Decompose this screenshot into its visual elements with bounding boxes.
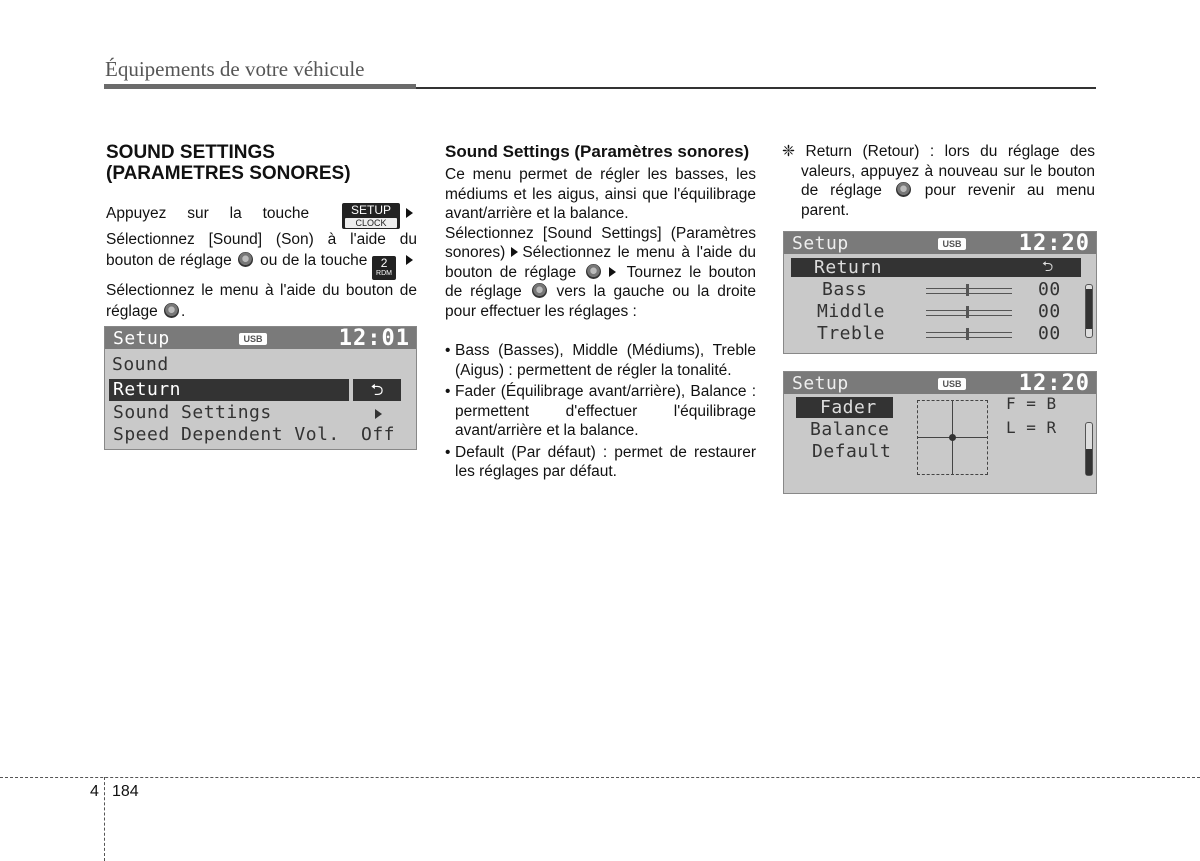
menu-item-fader: Fader	[820, 397, 877, 418]
usb-icon: USB	[239, 333, 267, 345]
menu-item-treble: Treble	[817, 323, 886, 344]
arrow-right-icon	[406, 255, 413, 265]
settings-list	[445, 341, 756, 482]
list-item: • Bass (Basses), Middle (Médiums), Treble (Aigus) : permettent de régler la tonalité.	[445, 342, 756, 379]
footer-rule	[0, 777, 1200, 778]
chapter-number: 4	[90, 783, 99, 800]
middle-slider	[926, 310, 1012, 316]
clock-key-label: CLOCK	[345, 218, 397, 228]
text-segment: Sélectionnez [Sound] (Son) à l'aide du bouton de réglage	[106, 231, 417, 269]
tune-knob-icon	[532, 283, 547, 298]
screen-header	[784, 372, 1096, 394]
return-arrow-icon: ⮌	[1042, 259, 1054, 275]
screen-title: Setup	[792, 233, 849, 254]
tune-knob-icon	[586, 264, 601, 279]
return-arrow-icon: ⮌	[353, 379, 401, 401]
setup-key-label: SETUP	[350, 203, 391, 217]
key-2-rdm-icon	[372, 256, 396, 280]
fader-value: F = B	[1006, 394, 1057, 413]
instructions-paragraph	[106, 203, 417, 322]
column-3	[782, 142, 1095, 220]
menu-item-return: Return	[113, 379, 182, 400]
return-note	[782, 142, 1095, 220]
fader-balance-grid	[917, 400, 988, 475]
bass-slider	[926, 288, 1012, 294]
text-segment: Return (Retour) : lors du réglage des valeurs, appuyez à nouveau sur le bouton de réglage	[801, 143, 1095, 199]
usb-icon: USB	[938, 378, 966, 390]
middle-value: 00	[1038, 301, 1061, 322]
menu-item-return: Return	[814, 257, 883, 278]
display-screen-tone	[783, 231, 1097, 354]
page-number: 184	[112, 783, 139, 800]
balance-value: L = R	[1006, 418, 1057, 437]
rdm-key-label: RDM	[376, 270, 392, 277]
header-rule-thick	[104, 84, 416, 89]
text-segment: .	[181, 303, 186, 320]
slider-thumb	[966, 306, 969, 318]
position-marker	[949, 434, 956, 441]
screen-title: Setup	[113, 328, 170, 349]
header-title: Équipements de votre véhicule	[105, 57, 365, 81]
display-screen-fader-balance	[783, 371, 1097, 494]
submenu-arrow-icon	[375, 409, 382, 419]
treble-slider	[926, 332, 1012, 338]
menu-item-balance: Balance	[810, 419, 890, 440]
text-segment: Appuyez sur la touche	[106, 205, 310, 222]
screen-scrollbar	[1085, 284, 1093, 338]
list-item-text: Bass (Basses), Middle (Médiums), Treble (Aigus) : permettent de régler la tonalité.	[455, 342, 756, 379]
screen-title: Setup	[792, 373, 849, 394]
text-segment: Sélectionnez [Sound Settings] (Paramètres sonores)	[445, 224, 756, 261]
arrow-right-icon	[609, 267, 616, 277]
slider-thumb	[966, 284, 969, 296]
text-segment: pour revenir au menu parent.	[801, 182, 1095, 219]
menu-item-middle: Middle	[817, 301, 886, 322]
header-rule-thin	[416, 87, 1096, 89]
display-screen-sound	[104, 326, 417, 450]
section-heading: SOUND SETTINGS (PARAMETRES SONORES)	[106, 142, 351, 184]
screen-header	[784, 232, 1096, 254]
screen-clock: 12:01	[338, 326, 410, 351]
list-item-text: Fader (Équilibrage avant/arrière), Balance : permettent d'effectuer l'équilibrage avant/arrière et la balance.	[455, 383, 756, 439]
slider-thumb	[966, 328, 969, 340]
usb-icon: USB	[938, 238, 966, 250]
speed-dependent-vol-value: Off	[361, 424, 396, 445]
setup-clock-key-icon	[342, 203, 400, 229]
screen-scrollbar	[1085, 422, 1093, 476]
screen-clock: 12:20	[1018, 371, 1090, 396]
list-item: • Fader (Équilibrage avant/arrière), Balance : permettent d'effectuer l'équilibrage avant/arrière et la balance.	[445, 383, 756, 439]
arrow-right-icon	[406, 208, 413, 218]
menu-item-default: Default	[812, 441, 892, 462]
arrow-right-icon	[511, 247, 518, 257]
column-2	[445, 142, 756, 484]
text-segment: Sélectionnez le menu à l'aide du bouton de réglage	[445, 244, 756, 281]
text-segment: vers la gauche ou la droite pour effectuer les réglages :	[445, 283, 756, 320]
bass-value: 00	[1038, 279, 1061, 300]
footer-vertical-rule	[104, 777, 105, 861]
screen-clock: 12:20	[1018, 231, 1090, 256]
key-2-label: 2	[380, 256, 388, 270]
menu-item-bass: Bass	[822, 279, 868, 300]
list-item-text: Default (Par défaut) : permet de restaurer les réglages par défaut.	[455, 443, 756, 480]
tune-knob-icon	[896, 182, 911, 197]
text-segment: Sélectionnez le menu à l'aide du bouton de réglage	[106, 282, 417, 320]
menu-item-sound: Sound	[112, 354, 169, 375]
menu-item-sound-settings: Sound Settings	[113, 402, 272, 423]
tune-knob-icon	[238, 252, 253, 267]
list-item: • Default (Par défaut) : permet de restaurer les réglages par défaut.	[445, 443, 756, 480]
section-subheading: Sound Settings (Paramètres sonores)	[445, 142, 750, 161]
tune-knob-icon	[164, 303, 179, 318]
screen-header	[105, 327, 416, 349]
intro-paragraph: Ce menu permet de régler les basses, les médiums et les aigus, ainsi que l'équilibrage avant/arrière et la balance.	[445, 166, 756, 222]
text-segment: ou de la touche	[260, 252, 368, 269]
treble-value: 00	[1038, 323, 1061, 344]
text-segment: Tournez le bouton de réglage	[445, 263, 757, 300]
note-symbol-icon: ❈	[782, 143, 795, 160]
column-1	[106, 142, 417, 322]
steps-paragraph	[445, 224, 756, 322]
menu-item-speed-dependent-vol: Speed Dependent Vol.	[113, 424, 340, 445]
